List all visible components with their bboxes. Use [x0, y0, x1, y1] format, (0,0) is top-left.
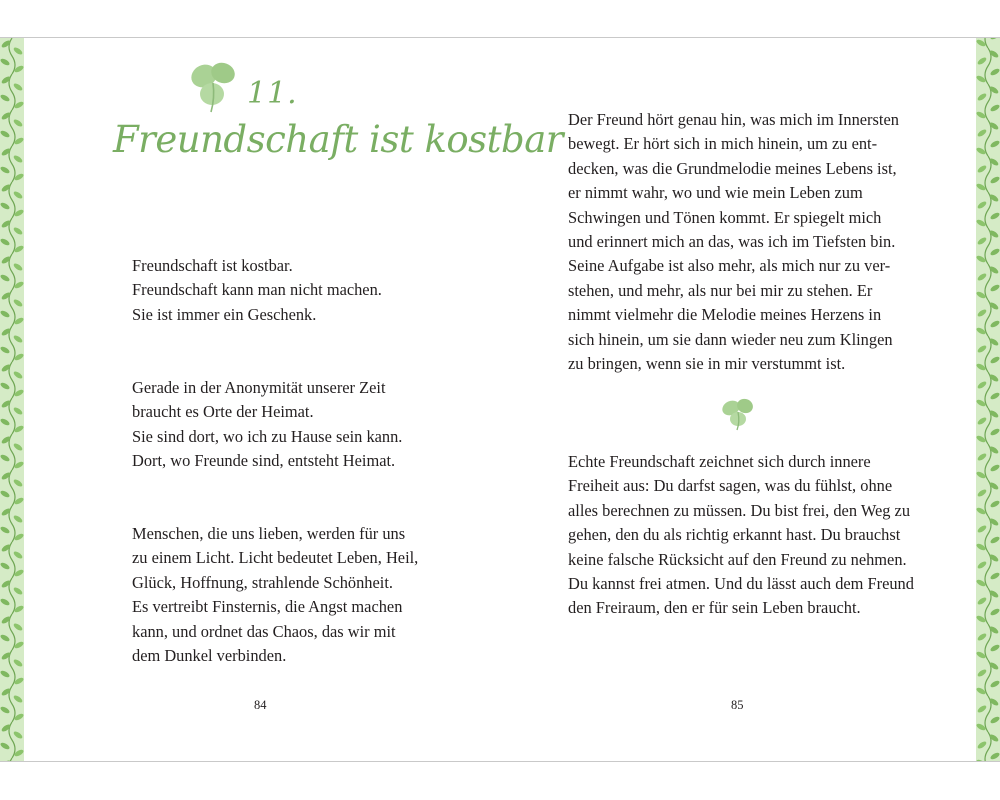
right-paragraph-1	[568, 108, 899, 376]
text-line: Glück, Hoffnung, strahlende Schönheit.	[132, 572, 393, 592]
text-line: und erinnert mich an das, was ich im Tiefsten bin.	[568, 232, 896, 252]
text-line: nimmt vielmehr die Melodie meines Herzens in	[568, 305, 882, 325]
text-line: Es vertreibt Finsternis, die Angst machen	[132, 597, 403, 617]
vine-leaf-pattern-icon	[0, 38, 24, 761]
text-line: Dort, wo Freunde sind, entsteht Heimat.	[132, 451, 396, 471]
right-vine-border	[976, 38, 1000, 761]
text-line: er nimmt wahr, wo und wie mein Leben zum	[568, 183, 863, 203]
text-line: den Freiraum, den er für sein Leben braucht.	[568, 598, 861, 618]
right-paragraph-2	[568, 450, 914, 621]
text-line: Sie ist immer ein Geschenk.	[132, 304, 317, 324]
text-line: Du kannst frei atmen. Und du lässt auch dem Freund	[568, 574, 914, 594]
page-number-right: 85	[731, 698, 744, 712]
left-paragraph-3	[132, 522, 418, 668]
left-paragraph-1	[132, 254, 382, 327]
text-line: kann, und ordnet das Chaos, das wir mit	[132, 621, 396, 641]
text-line: Freundschaft kann man nicht machen.	[132, 280, 382, 300]
text-line: sich hinein, um sie dann wieder neu zum Klingen	[568, 329, 893, 349]
text-line: Echte Freundschaft zeichnet sich durch innere	[568, 452, 871, 471]
text-line: decken, was die Grundmelodie meines Lebens ist,	[568, 158, 897, 178]
text-line: dem Dunkel verbinden.	[132, 646, 287, 666]
text-line: bewegt. Er hört sich in mich hinein, um zu ent-	[568, 134, 878, 154]
text-line: Schwingen und Tönen kommt. Er spiegelt mich	[568, 207, 882, 227]
text-line: keine falsche Rücksicht auf den Freund zu nehmen.	[568, 549, 907, 569]
page-number-left: 84	[254, 698, 267, 712]
text-line: Sie sind dort, wo ich zu Hause sein kann.	[132, 426, 403, 446]
text-line: stehen, und mehr, als nur bei mir zu stehen. Er	[568, 280, 873, 300]
left-vine-border	[0, 38, 24, 761]
text-line: Der Freund hört genau hin, was mich im Innersten	[568, 110, 899, 129]
clover-icon	[185, 56, 245, 114]
text-line: Seine Aufgabe ist also mehr, als mich nur zu ver-	[568, 256, 891, 276]
text-line: alles berechnen zu müssen. Du bist frei, den Weg zu	[568, 500, 911, 520]
chapter-title: Freundschaft ist kostbar	[113, 118, 563, 161]
text-line: Freundschaft ist kostbar.	[132, 256, 293, 275]
chapter-heading	[105, 56, 563, 186]
text-line: zu einem Licht. Licht bedeutet Leben, Heil,	[132, 548, 419, 568]
text-line: Freiheit aus: Du darfst sagen, was du fühlst, ohne	[568, 476, 893, 496]
text-line: zu bringen, wenn sie in mir verstummt ist.	[568, 354, 846, 374]
text-line: Gerade in der Anonymität unserer Zeit	[132, 378, 386, 397]
clover-icon	[718, 395, 760, 431]
vine-leaf-pattern-icon	[976, 38, 1000, 761]
text-line: braucht es Orte der Heimat.	[132, 402, 314, 422]
text-line: Menschen, die uns lieben, werden für uns	[132, 524, 406, 543]
left-paragraph-2	[132, 376, 402, 474]
chapter-number: 11.	[247, 76, 298, 111]
text-line: gehen, den du als richtig erkannt hast. Du brauchst	[568, 525, 901, 545]
